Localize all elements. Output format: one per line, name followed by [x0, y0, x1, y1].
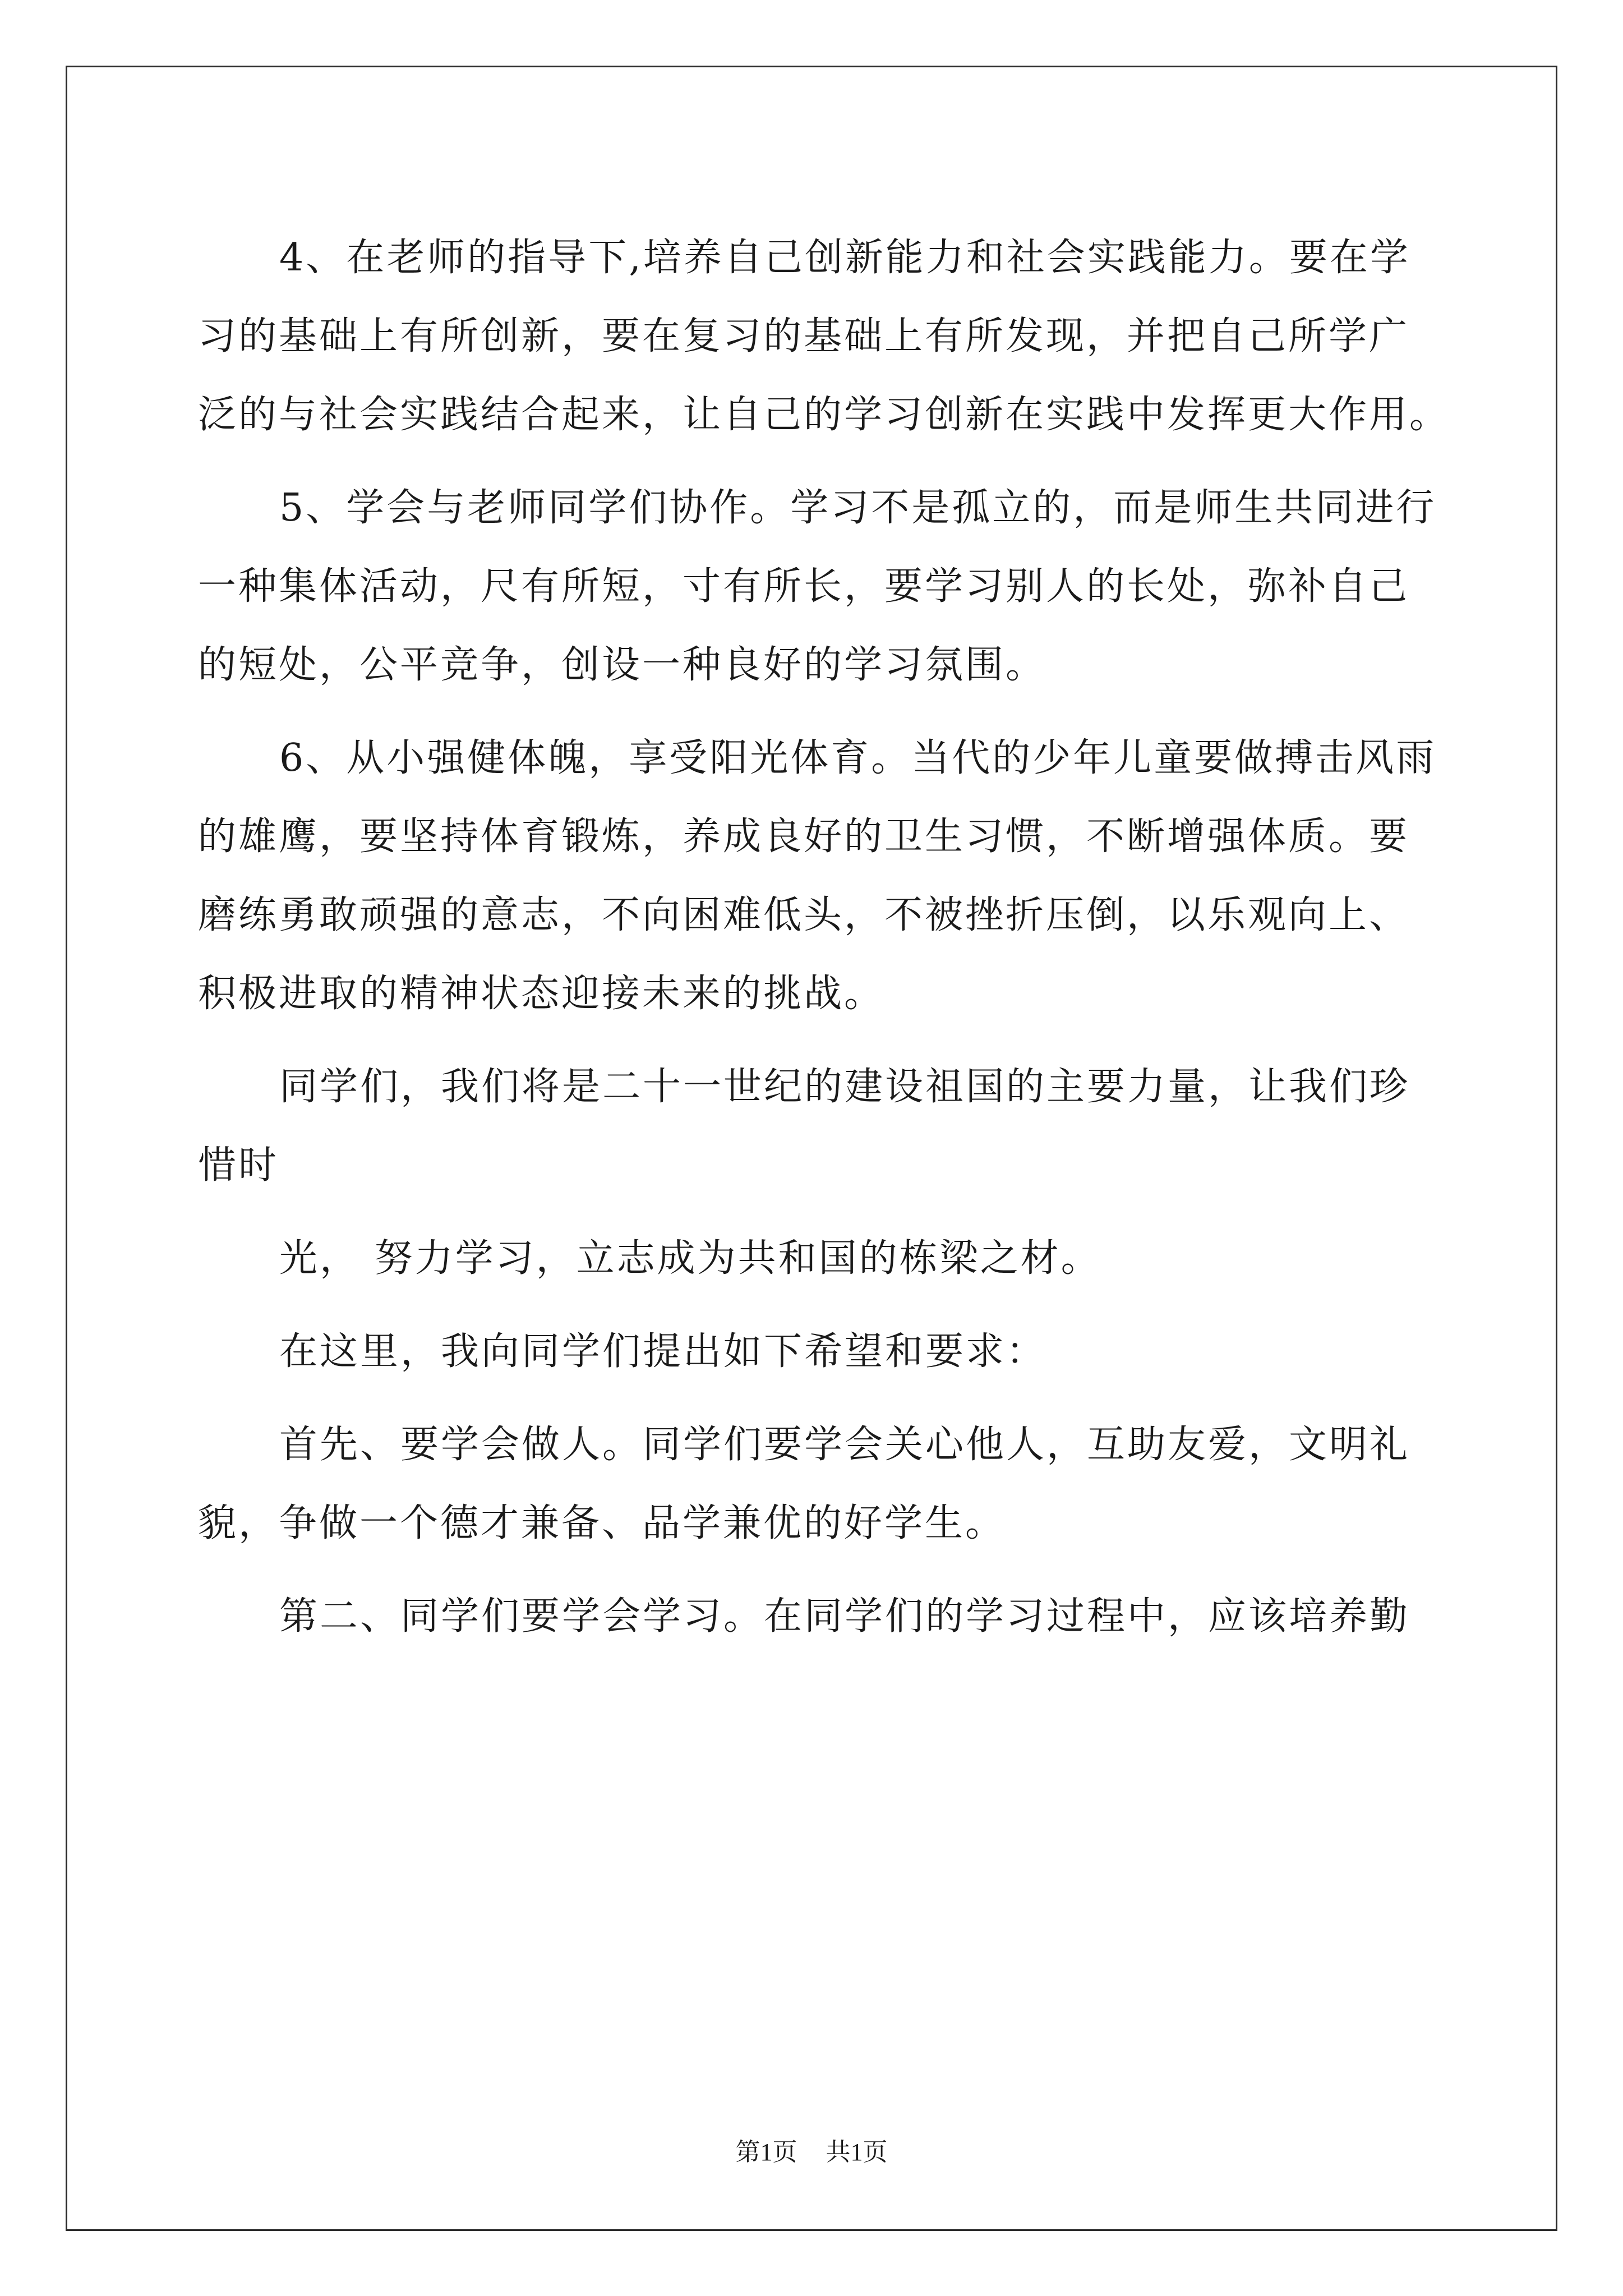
text-line: 6、从小强健体魄，享受阳光体育。当代的少年儿童要做搏击风雨 [279, 736, 1437, 780]
text-line: 的短处，公平竞争，创设一种良好的学习氛围。 [198, 643, 1046, 687]
text-line: 的雄鹰，要坚持体育锻炼，养成良好的卫生习惯，不断增强体质。要 [198, 815, 1410, 859]
text-line: 一种集体活动，尺有所短，寸有所长，要学习别人的长处，弥补自己 [198, 564, 1410, 609]
paragraph-first [198, 1406, 1454, 1563]
page-footer [0, 2132, 1623, 2168]
text-line: 光， 努力学习，立志成为共和国的栋梁之材。 [279, 1236, 1101, 1281]
paragraph-requirements-intro [198, 1313, 1454, 1391]
page-number: 第1页 [735, 2138, 797, 2166]
paragraph-item-6 [198, 719, 1454, 1033]
text-line: 习的基础上有所创新，要在复习的基础上有所发现，并把自己所学广 [198, 314, 1410, 358]
document-body [198, 219, 1454, 1671]
paragraph-item-5 [198, 469, 1454, 705]
paragraph-study-hard [198, 1220, 1454, 1298]
text-line: 在这里，我向同学们提出如下希望和要求： [279, 1329, 1047, 1374]
text-line: 4、在老师的指导下,培养自己创新能力和社会实践能力。要在学 [279, 236, 1410, 280]
text-line: 同学们，我们将是二十一世纪的建设祖国的主要力量，让我们珍 [279, 1065, 1410, 1109]
paragraph-item-4 [198, 219, 1454, 454]
paragraph-classmates [198, 1048, 1454, 1205]
text-line: 泛的与社会实践结合起来，让自己的学习创新在实践中发挥更大作用。 [198, 393, 1450, 437]
text-line: 貌，争做一个德才兼备、品学兼优的好学生。 [198, 1501, 1006, 1545]
paragraph-second [198, 1577, 1454, 1656]
page-count: 共1页 [826, 2138, 888, 2166]
text-line: 第二、同学们要学会学习。在同学们的学习过程中，应该培养勤 [279, 1594, 1410, 1639]
text-line: 磨练勇敢顽强的意志，不向困难低头，不被挫折压倒，以乐观向上、 [198, 893, 1410, 937]
text-line: 惜时 [198, 1143, 279, 1188]
text-line: 5、学会与老师同学们协作。学习不是孤立的，而是师生共同进行 [279, 486, 1437, 530]
text-line: 积极进取的精神状态迎接未来的挑战。 [198, 972, 885, 1016]
text-line: 首先、要学会做人。同学们要学会关心他人，互助友爱，文明礼 [279, 1423, 1410, 1467]
